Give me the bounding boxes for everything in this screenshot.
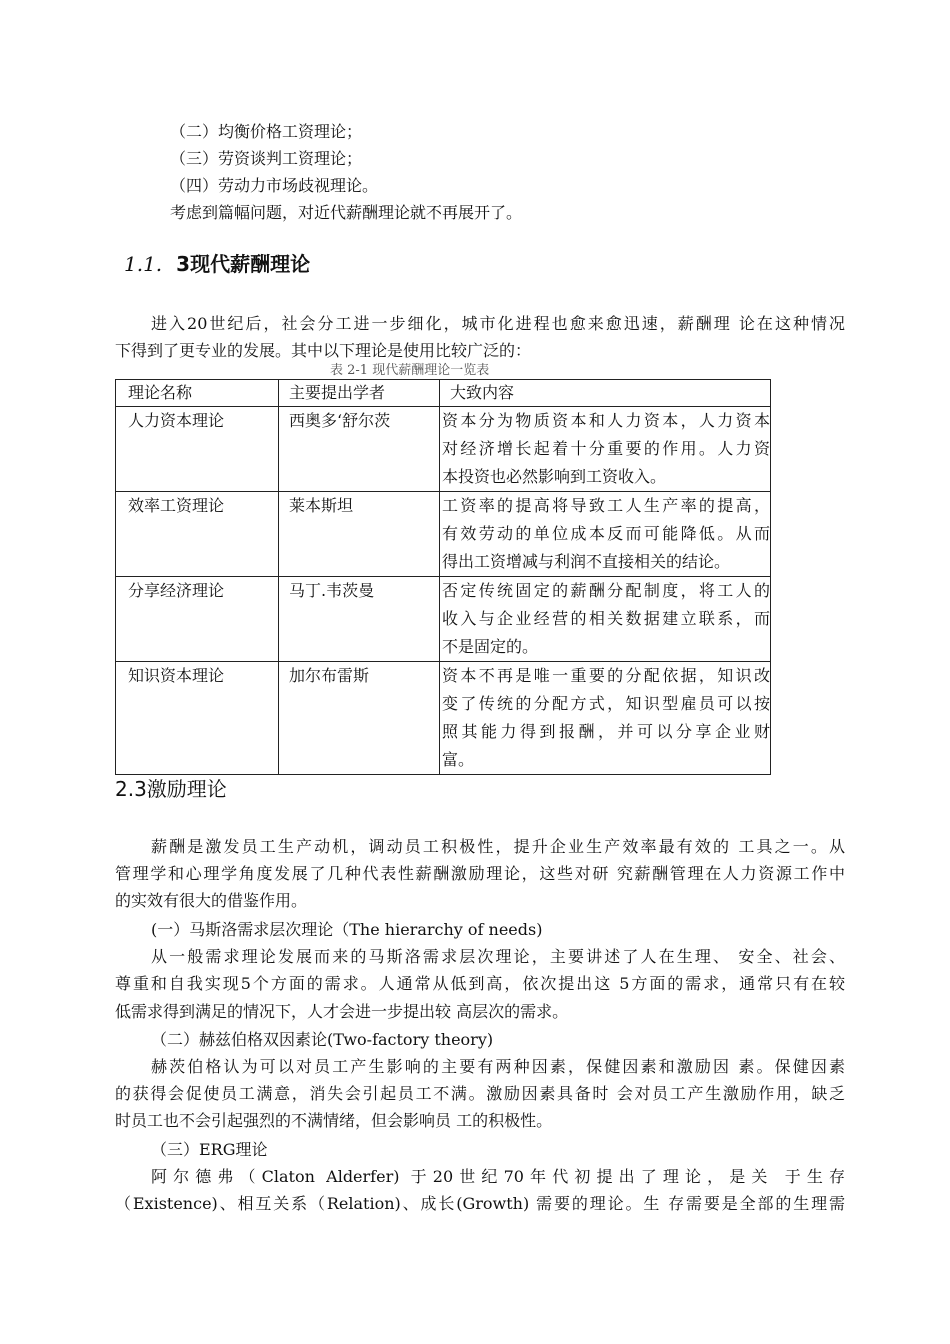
paragraph-line: 进入20世纪后，社会分工进一步细化，城市化进程也愈来愈迅速，薪酬理 论在这种情况: [151, 314, 845, 333]
content-line: 工资率的提高将导致工人生产率的提高，: [442, 496, 770, 515]
content-line: 照其能力得到报酬，并可以分享企业财: [442, 722, 770, 741]
table-header-row: [116, 380, 771, 407]
scholar-cell: 西奥多‘舒尔茨: [279, 407, 440, 492]
scholar-cell: 莱本斯坦: [279, 492, 440, 577]
header-cell: 理论名称: [116, 380, 279, 407]
header-cell: 大致内容: [440, 380, 771, 407]
content-cell: [440, 492, 771, 577]
closing-note: 考虑到篇幅问题，对近代薪酬理论就不再展开了。: [170, 203, 523, 222]
paragraph-line: 的实效有很大的借鉴作用。: [115, 891, 308, 910]
subheading-erg: （三）ERG理论: [151, 1140, 268, 1159]
paragraph-line: 薪酬是激发员工生产动机，调动员工积极性，提升企业生产效率最有效的 工具之一。从: [151, 837, 845, 856]
content-cell: [440, 407, 771, 492]
theory-name-cell: 人力资本理论: [116, 407, 279, 492]
theory-name-cell: 知识资本理论: [116, 662, 279, 775]
scholar-cell: 加尔布雷斯: [279, 662, 440, 775]
content-line: 对经济增长起着十分重要的作用。人力资: [442, 439, 770, 458]
section-title: 3现代薪酬理论: [176, 252, 311, 276]
paragraph-line: 阿尔德弗（Claton Alderfer) 于20世纪70年代初提出了理论，是关 于生存: [151, 1167, 845, 1186]
paragraph-line: 低需求得到满足的情况下，人才会进一步提出较 高层次的需求。: [115, 1002, 569, 1021]
table-row: [116, 407, 771, 492]
paragraph-line: 下得到了更专业的发展。其中以下理论是使用比较广泛的：: [115, 341, 532, 360]
section-heading-1-1-3: [124, 250, 310, 278]
theory-name-cell: 效率工资理论: [116, 492, 279, 577]
content-cell: [440, 577, 771, 662]
content-line: 资本分为物质资本和人力资本，人力资本: [442, 411, 770, 430]
content-line: 变了传统的分配方式，知识型雇员可以按: [442, 694, 770, 713]
header-cell: 主要提出学者: [279, 380, 440, 407]
list-item: （四）劳动力市场歧视理论。: [170, 176, 379, 195]
list-item: （二）均衡价格工资理论；: [170, 122, 363, 141]
content-line: 收入与企业经营的相关数据建立联系，而: [442, 609, 770, 628]
theory-table: [115, 379, 771, 775]
paragraph-line: 的获得会促使员工满意，消失会引起员工不满。激励因素具备时 会对员工产生激励作用，缺乏: [115, 1084, 845, 1103]
paragraph-line: 时员工也不会引起强烈的不满情绪，但会影响员 工的积极性。: [115, 1111, 553, 1130]
subheading-herzberg: （二）赫兹伯格双因素论(Two-factory theory): [151, 1030, 494, 1049]
content-line: 否定传统固定的薪酬分配制度，将工人的: [442, 581, 770, 600]
paragraph-line: 尊重和自我实现5个方面的需求。人通常从低到高，依次提出这 5方面的需求，通常只有在较: [115, 974, 845, 993]
scholar-cell: 马丁.韦茨曼: [279, 577, 440, 662]
table-row: [116, 577, 771, 662]
content-line: 资本不再是唯一重要的分配依据，知识改: [442, 666, 770, 685]
theory-name-cell: 分享经济理论: [116, 577, 279, 662]
paragraph-line: 从一般需求理论发展而来的马斯洛需求层次理论，主要讲述了人在生理、 安全、社会、: [151, 947, 845, 966]
paragraph-line: 管理学和心理学角度发展了几种代表性薪酬激励理论，这些对研 究薪酬管理在人力资源工作中: [115, 864, 845, 883]
table-row: [116, 492, 771, 577]
table-row: [116, 662, 771, 775]
section-number: 1.1.: [124, 252, 163, 276]
paragraph-line: 赫茨伯格认为可以对员工产生影响的主要有两种因素，保健因素和激励因 素。保健因素: [151, 1057, 845, 1076]
section-heading-2-3: 2.3激励理论: [115, 777, 227, 801]
paragraph-line: （Existence)、相互关系（Relation)、成长(Growth) 需要的理论。生 存需要是全部的生理需: [115, 1194, 845, 1213]
content-line: 有效劳动的单位成本反而可能降低。从而: [442, 524, 770, 543]
content-line: 富。: [442, 750, 475, 769]
list-item: （三）劳资谈判工资理论；: [170, 149, 363, 168]
content-line: 不是固定的。: [442, 637, 539, 656]
content-line: 得出工资增减与利润不直接相关的结论。: [442, 552, 731, 571]
table-caption: 表 2-1 现代薪酬理论一览表: [330, 363, 490, 378]
content-line: 本投资也必然影响到工资收入。: [442, 467, 667, 486]
subheading-maslow: (一）马斯洛需求层次理论（The hierarchy of needs): [151, 920, 543, 939]
content-cell: [440, 662, 771, 775]
